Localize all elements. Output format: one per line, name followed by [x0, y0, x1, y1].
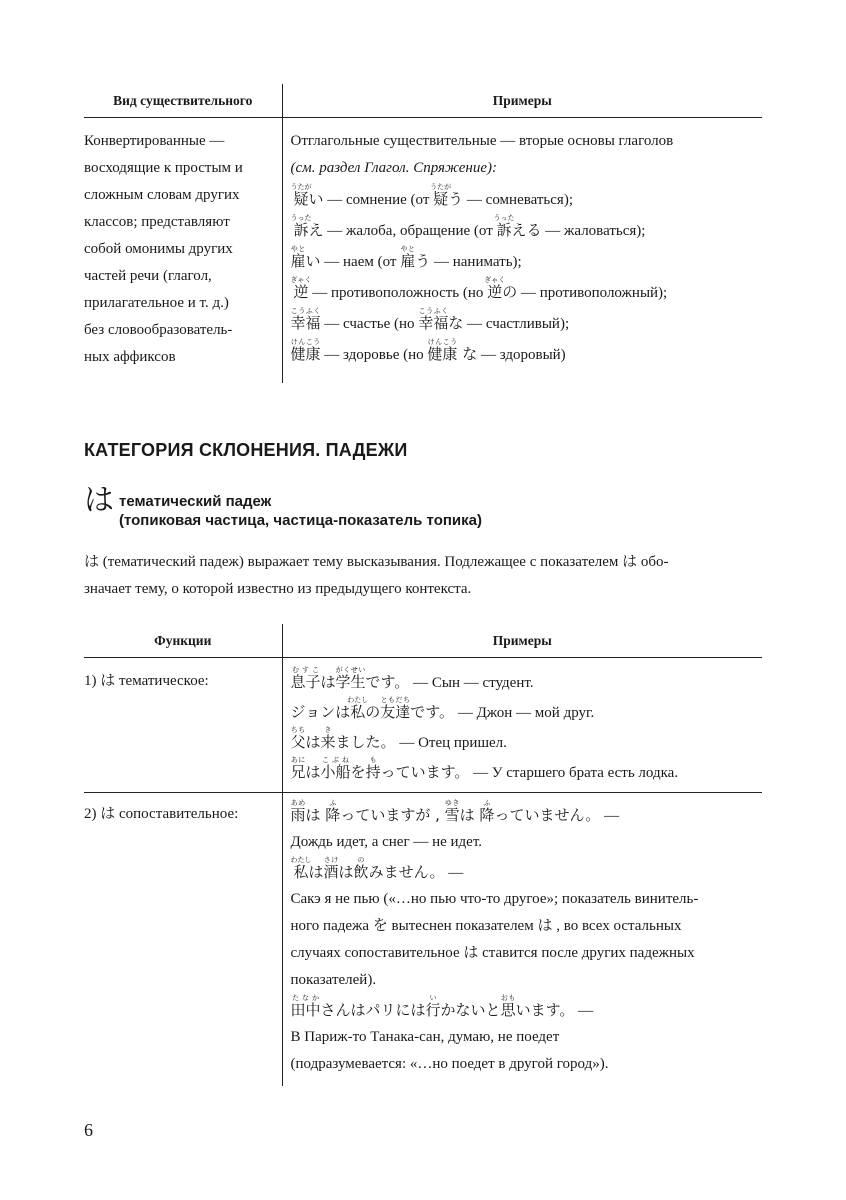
japanese-text: の — [502, 283, 518, 301]
kanji-with-furigana: 雇やと — [400, 245, 416, 270]
example-line — [291, 337, 763, 368]
translation: — сомневаться); — [463, 192, 573, 208]
example-line — [291, 244, 763, 275]
japanese-text: い — [305, 252, 321, 270]
table-header-row — [84, 624, 762, 658]
intro-italic-line: (см. раздел Глагол. Спряжение): — [290, 160, 497, 176]
japanese-sentence — [290, 696, 455, 721]
kanji-with-furigana: 思おも — [500, 994, 516, 1019]
example-line — [291, 182, 763, 213]
translation: — здоровье (но — [320, 347, 428, 363]
japanese-text: っています。 — [380, 763, 470, 781]
japanese-text: な — [448, 314, 464, 332]
kanji-with-furigana: 健康けんこう — [290, 338, 321, 363]
japanese-text: です。 — [365, 673, 410, 691]
japanese-text: さんはパリには — [320, 1001, 426, 1019]
translation: — здоровый) — [477, 347, 566, 363]
japanese-text: です。 — [410, 703, 455, 721]
subsection-title — [119, 492, 482, 530]
japanese-text: い — [308, 190, 324, 208]
translation-line: (подразумевается: «…но поедет в другой город»). — [290, 1056, 609, 1072]
kanji-with-furigana: 逆ぎゃく — [484, 276, 506, 301]
table-header-row — [84, 84, 762, 118]
japanese-text: な — [457, 345, 478, 363]
text-line: частей речи (глагол, — [84, 268, 212, 284]
column-header-examples: Примеры — [492, 632, 552, 648]
kanji-with-furigana: 幸福こうふく — [290, 307, 321, 332]
examples-list — [291, 182, 763, 368]
kanji-with-furigana: 降ふ — [479, 799, 495, 824]
kanji-with-furigana: 来き — [320, 726, 336, 751]
subsection-heading — [84, 483, 762, 536]
explanation-line: Сакэ я не пью («…но пью что-то другое»; показатель винитель- — [290, 891, 699, 907]
japanese-text: う — [415, 252, 431, 270]
paragraph-line: は (тематический падеж) выражает тему высказывания. Подлежащее с показателем は обо- — [84, 554, 669, 570]
example-sentence — [291, 756, 763, 786]
example-sentence — [291, 856, 763, 886]
kanji-with-furigana: 雇やと — [290, 245, 306, 270]
japanese-text: かないと — [440, 1001, 501, 1019]
translation: — Сын — студент. — [409, 675, 534, 691]
kanji-with-furigana: 小船こぶね — [320, 756, 351, 781]
function-cell — [84, 658, 282, 793]
text-line: собой омонимы других — [84, 241, 233, 257]
japanese-sentence — [290, 666, 410, 691]
intro-line: Отглагольные существительные — вторые основы глаголов — [290, 133, 674, 149]
text-line: Конвертированные — — [84, 133, 225, 149]
japanese-text: は — [338, 863, 354, 881]
translation: — сомнение (от — [323, 192, 434, 208]
example-sentence — [291, 726, 763, 756]
translation: — наем (от — [320, 254, 401, 270]
japanese-text: は — [305, 763, 321, 781]
subsection-title-line: (топиковая частица, частица-показатель топика) — [119, 512, 482, 529]
text-line: без словообразователь- — [84, 322, 233, 338]
japanese-text: っていません。 — [494, 806, 601, 824]
functions-table — [84, 624, 762, 1086]
translation-line: Дождь идет, а снег — не идет. — [290, 834, 483, 850]
japanese-text: の — [365, 703, 381, 721]
table-row — [84, 118, 762, 384]
japanese-sentence — [290, 994, 575, 1019]
example-sentence — [291, 696, 763, 726]
examples-cell — [282, 793, 762, 1087]
example-sentence — [291, 666, 763, 696]
japanese-text: える — [511, 221, 542, 239]
page-number: 6 — [84, 1120, 93, 1140]
column-header-noun-type: Вид существительного — [84, 84, 282, 118]
kanji-with-furigana: 持も — [365, 756, 381, 781]
kanji-with-furigana: 田中たなか — [290, 994, 321, 1019]
dash: — — [600, 808, 620, 824]
kanji-with-furigana: 幸福こうふく — [418, 307, 449, 332]
examples-cell — [282, 658, 762, 793]
kanji-with-furigana: 行い — [425, 994, 441, 1019]
japanese-text: う — [448, 190, 464, 208]
noun-types-table — [84, 84, 762, 383]
japanese-sentence — [290, 756, 470, 781]
translation: — нанимать); — [430, 254, 522, 270]
text-line: ных аффиксов — [84, 349, 176, 365]
examples-cell — [282, 118, 762, 384]
kanji-with-furigana: 兄あに — [290, 756, 306, 781]
noun-type-cell — [84, 118, 282, 384]
example-sentence — [291, 799, 763, 829]
function-label: 2) は сопоставительное: — [84, 806, 239, 822]
kanji-with-furigana: 友達ともだち — [380, 696, 411, 721]
kanji-with-furigana: 訴うった — [290, 214, 312, 239]
translation: — счастливый); — [463, 316, 570, 332]
paragraph-line: значает тему, о которой известно из предыдущего контекста. — [84, 581, 472, 597]
japanese-sentence — [290, 799, 601, 824]
text-line: сложным словам других — [84, 187, 240, 203]
translation: — жаловаться); — [541, 223, 646, 239]
translation: — счастье (но — [320, 316, 419, 332]
particle-wa-glyph: は — [84, 483, 114, 518]
page — [84, 0, 762, 1200]
table-row — [84, 658, 762, 793]
japanese-text: ジョンは — [290, 703, 351, 721]
explanation-line: случаях сопоставительное は ставится после других падежных — [290, 945, 695, 961]
translation: — противоположный); — [517, 285, 668, 301]
description-paragraph — [84, 549, 762, 603]
kanji-with-furigana: 訴うった — [493, 214, 515, 239]
kanji-with-furigana: 学生がくせい — [335, 666, 366, 691]
japanese-text: え — [308, 221, 324, 239]
japanese-sentence — [290, 856, 445, 881]
table-row — [84, 793, 762, 1087]
japanese-text: は — [305, 733, 321, 751]
kanji-with-furigana: 父ちち — [290, 726, 306, 751]
japanese-sentence — [290, 726, 396, 751]
kanji-with-furigana: 私わたし — [290, 856, 312, 881]
example-line — [291, 275, 763, 306]
japanese-text: は — [320, 673, 336, 691]
function-label: 1) は тематическое: — [84, 673, 209, 689]
kanji-with-furigana: 私わたし — [347, 696, 369, 721]
japanese-text: を — [350, 763, 366, 781]
japanese-text: ました。 — [335, 733, 396, 751]
example-line — [291, 306, 763, 337]
translation: — Джон — мой друг. — [454, 705, 595, 721]
section-title: КАТЕГОРИЯ СКЛОНЕНИЯ. ПАДЕЖИ — [84, 440, 408, 460]
kanji-with-furigana: 雨あめ — [290, 799, 306, 824]
kanji-with-furigana: 雪ゆき — [444, 799, 460, 824]
kanji-with-furigana: 疑うたが — [430, 183, 452, 208]
text-line: восходящие к простым и — [84, 160, 243, 176]
japanese-text: みません。 — [368, 863, 445, 881]
kanji-with-furigana: 降ふ — [325, 799, 341, 824]
kanji-with-furigana: 息子むすこ — [290, 666, 321, 691]
example-line — [291, 213, 763, 244]
text-line: классов; представляют — [84, 214, 230, 230]
japanese-text: は — [459, 806, 480, 824]
japanese-text: は — [305, 806, 326, 824]
dash: — — [574, 1003, 594, 1019]
translation: — жалоба, обращение (от — [323, 223, 497, 239]
column-header-functions: Функции — [84, 624, 282, 658]
example-sentence — [291, 994, 763, 1024]
kanji-with-furigana: 疑うたが — [290, 183, 312, 208]
subsection-title-line: тематический падеж — [119, 493, 272, 510]
japanese-text: います。 — [515, 1001, 575, 1019]
kanji-with-furigana: 飲の — [353, 856, 369, 881]
translation: — Отец пришел. — [395, 735, 507, 751]
kanji-with-furigana: 健康けんこう — [427, 338, 458, 363]
explanation-line: ного падежа を вытеснен показателем は , во всех остальных — [290, 918, 682, 934]
japanese-text: っていますが , — [340, 806, 445, 824]
column-header-examples: Примеры — [492, 92, 552, 108]
explanation-line: показателей). — [290, 972, 377, 988]
kanji-with-furigana: 逆ぎゃく — [290, 276, 312, 301]
translation: — У старшего брата есть лодка. — [469, 765, 679, 781]
function-cell — [84, 793, 282, 1087]
kanji-with-furigana: 酒さけ — [323, 856, 339, 881]
japanese-text: は — [308, 863, 324, 881]
translation: — противоположность (но — [308, 285, 488, 301]
dash: — — [444, 865, 464, 881]
translation-line: В Париж-то Танака-сан, думаю, не поедет — [290, 1029, 560, 1045]
text-line: прилагательное и т. д.) — [84, 295, 229, 311]
